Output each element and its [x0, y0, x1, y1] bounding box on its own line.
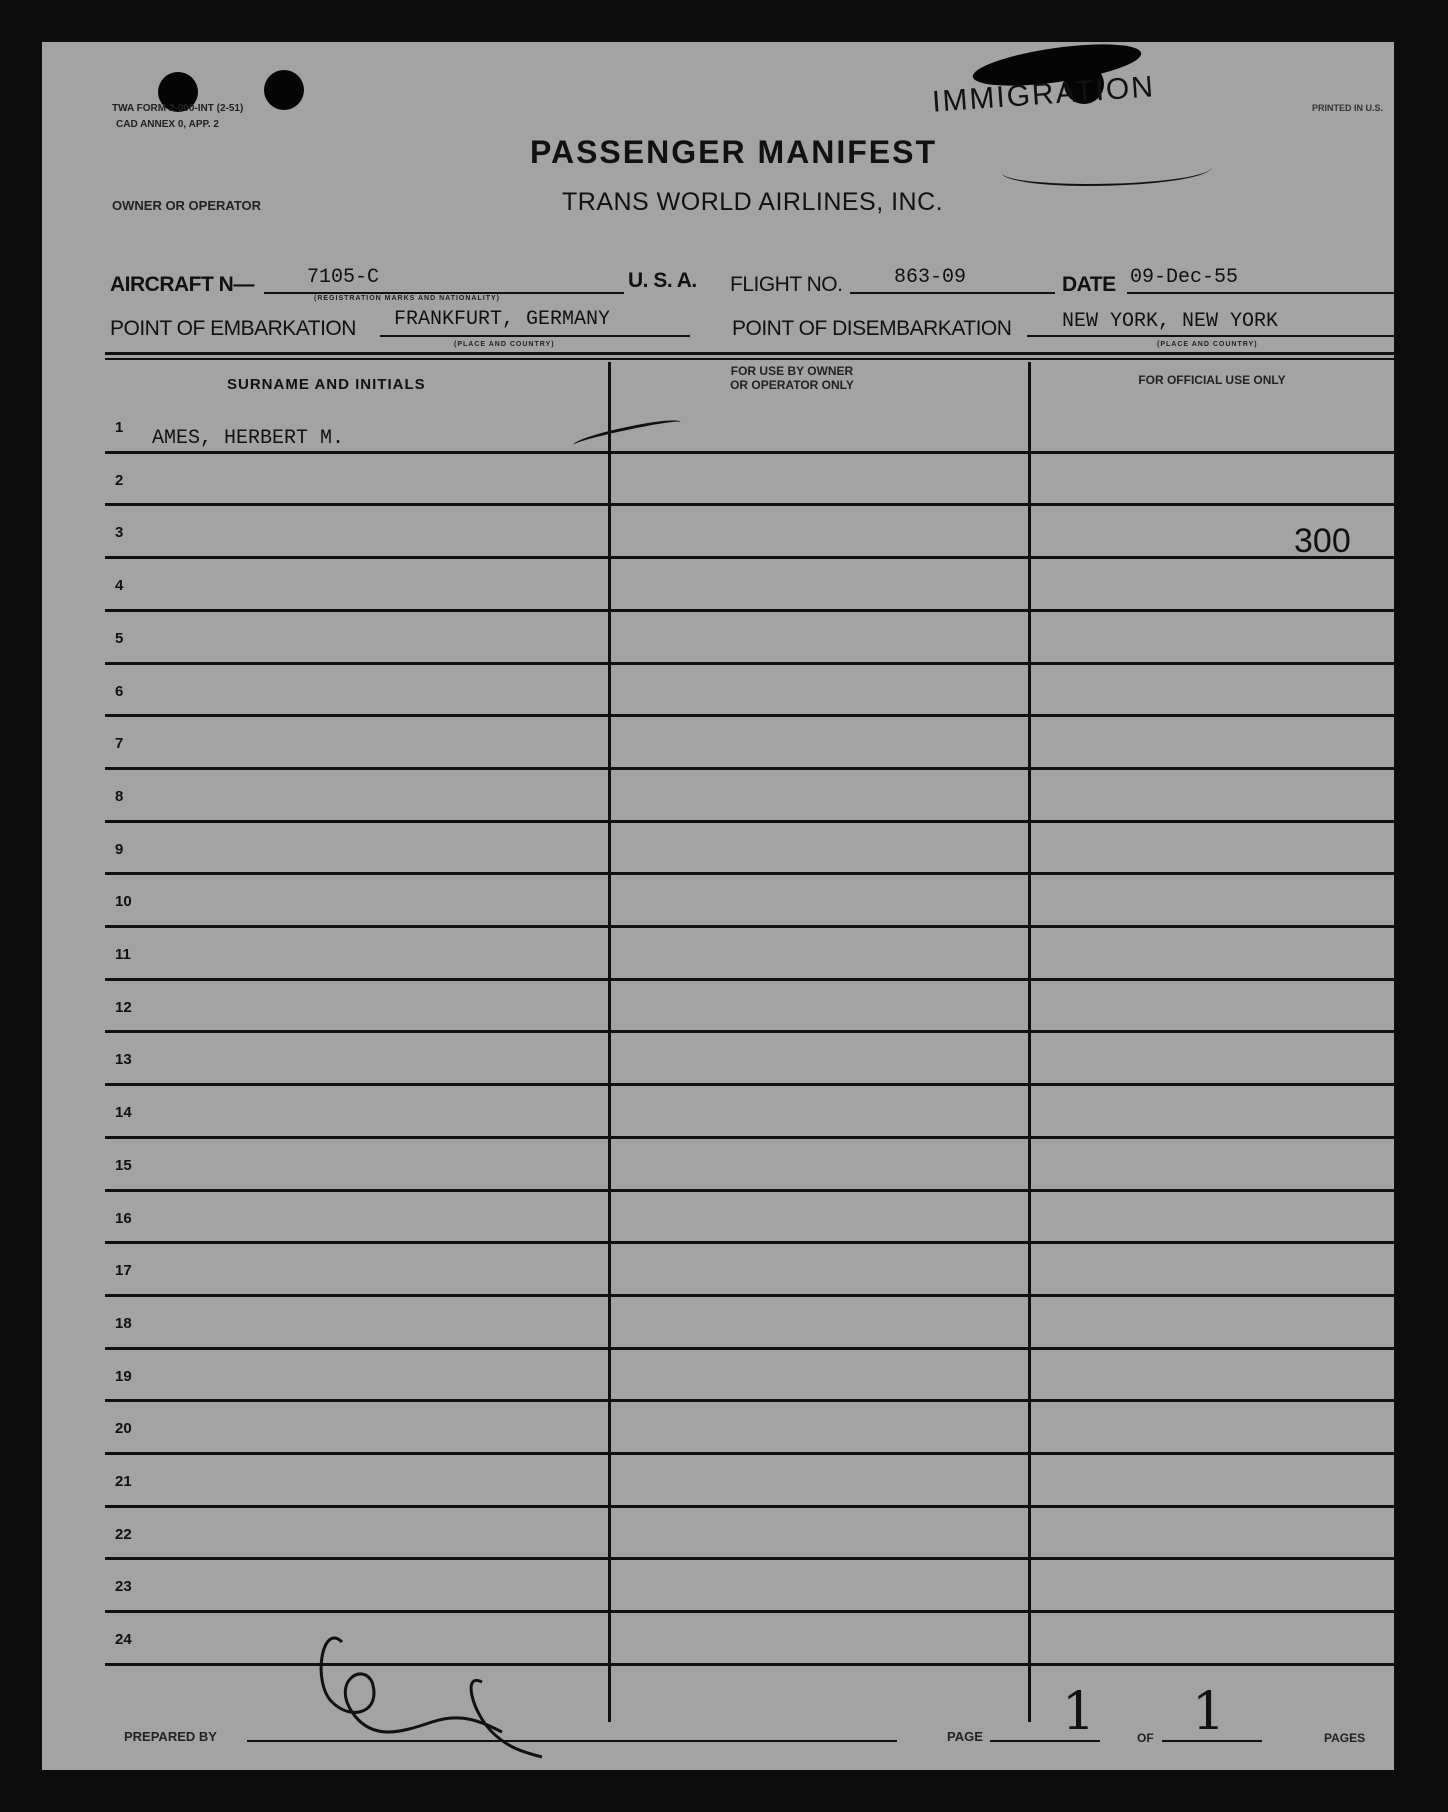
row-rule [105, 978, 1394, 981]
row-number: 9 [115, 840, 124, 858]
column-divider-1 [608, 362, 611, 1722]
official-use-column-header: FOR OFFICIAL USE ONLY [1138, 373, 1286, 387]
surname-column-header: SURNAME AND INITIALS [227, 376, 426, 393]
page-subtitle: TRANS WORLD AIRLINES, INC. [562, 188, 944, 216]
row-rule [105, 1189, 1394, 1192]
owner-use-header-line1: FOR USE BY OWNER [730, 364, 854, 378]
row-number: 22 [115, 1525, 132, 1543]
owner-operator-label: OWNER OR OPERATOR [112, 198, 262, 213]
date-label: DATE [1062, 273, 1116, 296]
prepared-by-label: PREPARED BY [124, 1729, 217, 1744]
disembarkation-value: NEW YORK, NEW YORK [1062, 310, 1279, 333]
row-number: 19 [115, 1367, 132, 1385]
row1-check-mark [572, 416, 682, 452]
row-number: 24 [115, 1631, 132, 1649]
row-number: 8 [115, 787, 124, 805]
row-rule [105, 1505, 1394, 1508]
row-number: 12 [115, 998, 132, 1016]
page-label: PAGE [947, 1729, 983, 1744]
row-rule [105, 820, 1394, 823]
usa-label: U. S. A. [628, 269, 697, 292]
row-rule [105, 609, 1394, 612]
aircraft-value: 7105-C [307, 266, 380, 289]
row-rule [105, 451, 1394, 454]
row-number: 1 [115, 419, 124, 436]
row-number: 15 [115, 1156, 132, 1174]
row-rule [105, 1399, 1394, 1402]
row-rule [105, 1557, 1394, 1560]
row-rule [105, 1347, 1394, 1350]
embarkation-place-note: (PLACE AND COUNTRY) [454, 341, 555, 348]
row-number: 16 [115, 1209, 132, 1227]
embarkation-value: FRANKFURT, GERMANY [394, 308, 611, 331]
disembarkation-place-note: (PLACE AND COUNTRY) [1157, 341, 1258, 348]
row-rule [105, 503, 1394, 506]
row-rule [105, 556, 1394, 559]
of-label: OF [1137, 1731, 1154, 1745]
row-rule [105, 1663, 1394, 1666]
row-number: 14 [115, 1104, 132, 1122]
row-rule [105, 1294, 1394, 1297]
flight-label: FLIGHT NO. [730, 273, 843, 296]
row-rule [105, 1452, 1394, 1455]
row-rule [105, 714, 1394, 717]
registration-note: (REGISTRATION MARKS AND NATIONALITY) [314, 295, 500, 302]
disembarkation-label: POINT OF DISEMBARKATION [732, 317, 1012, 340]
flight-fill-line [850, 292, 1055, 294]
row3-official-code: 300 [1294, 522, 1351, 560]
owner-use-header-line2: OR OPERATOR ONLY [730, 377, 854, 392]
row-rule [105, 925, 1394, 928]
pen-stroke [1002, 154, 1212, 186]
manifest-page [42, 42, 1394, 1770]
row-number: 17 [115, 1262, 132, 1280]
date-fill-line [1127, 292, 1394, 294]
header-rule-top-2 [105, 358, 1394, 360]
row-rule [105, 662, 1394, 665]
disembarkation-fill-line [1027, 335, 1394, 337]
row-number: 18 [115, 1314, 132, 1332]
page-title: PASSENGER MANIFEST [530, 134, 937, 170]
row-rule [105, 1610, 1394, 1613]
date-value: 09-Dec-55 [1130, 266, 1239, 289]
form-code: TWA FORM 2-000-INT (2-51) [112, 103, 244, 114]
aircraft-label: AIRCRAFT N— [110, 273, 254, 296]
row-number: 5 [115, 629, 124, 647]
embarkation-label: POINT OF EMBARKATION [110, 317, 356, 340]
row-number: 2 [115, 471, 124, 489]
row-rule [105, 1241, 1394, 1244]
row-number: 21 [115, 1473, 132, 1490]
row-number: 13 [115, 1051, 132, 1069]
row-number: 23 [115, 1578, 132, 1596]
column-divider-2 [1028, 362, 1031, 1722]
flight-value: 863-09 [894, 266, 967, 289]
row-rule [105, 872, 1394, 875]
row-rule [105, 1030, 1394, 1033]
row-number: 7 [115, 735, 124, 753]
row1-passenger-name: AMES, HERBERT M. [152, 427, 345, 450]
handwritten-note: IMMIGRATION [931, 70, 1156, 119]
printed-in-note: PRINTED IN U.S. [1312, 103, 1384, 113]
row-number: 20 [115, 1420, 132, 1438]
signature [312, 1622, 572, 1770]
row-number: 10 [115, 893, 132, 911]
page-number-value: 1 [1062, 1682, 1096, 1742]
row-rule [105, 767, 1394, 770]
row-number: 3 [115, 524, 124, 542]
cad-annex: CAD ANNEX 0, APP. 2 [116, 119, 219, 130]
page-count-value: 1 [1192, 1682, 1226, 1742]
aircraft-fill-line [264, 292, 624, 294]
row-rule [105, 1083, 1394, 1086]
row-number: 4 [115, 577, 124, 595]
row-number: 11 [115, 946, 131, 963]
owner-use-column-header [682, 365, 902, 393]
row-rule [105, 1136, 1394, 1139]
pages-label: PAGES [1324, 1731, 1366, 1745]
header-rule-top [105, 352, 1394, 355]
row-number: 6 [115, 682, 124, 700]
embarkation-fill-line [380, 335, 690, 337]
punch-hole [264, 70, 304, 110]
